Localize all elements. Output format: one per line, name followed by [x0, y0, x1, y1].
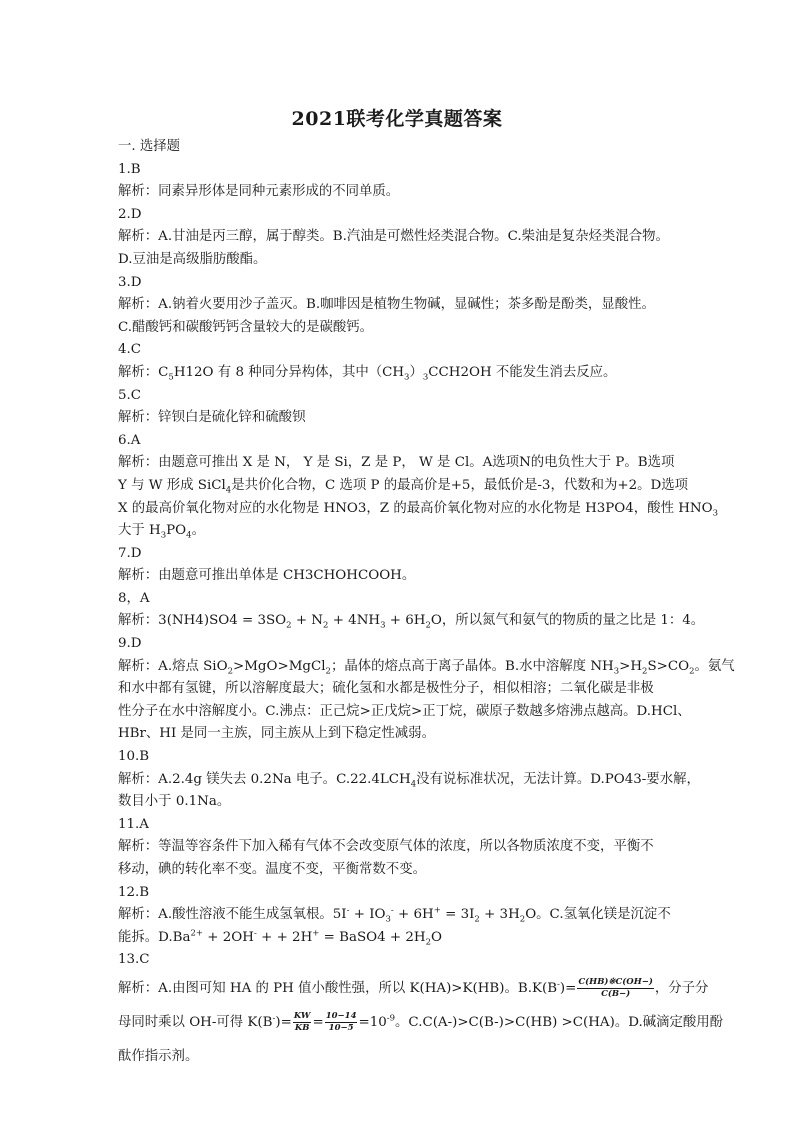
- q12-answer: 12.B: [118, 884, 150, 900]
- q11-analysis-line1: 解析：等温等容条件下加入稀有气体不会改变原气体的浓度，所以各物质浓度不变，平衡不: [118, 839, 654, 855]
- q9-analysis-line1: 解析：A.熔点 SiO$_2$>MgO>MgCl$_2$；晶体的熔点高于离子晶体。B.水中溶解度 $NH_3>H_2S>CO_2$。氨气: [118, 658, 735, 677]
- q8-answer: 8，A: [118, 590, 150, 606]
- q8-analysis: 解析：$3(NH4)SO4 = 3SO_2 + N_2 + 4NH_3 + 6H_2O$，所以氮气和氨气的物质的量之比是 1：4。: [118, 613, 705, 632]
- q13-analysis-line3: 酞作指示剂。: [118, 1048, 199, 1064]
- fraction-kw-kb: $\frac{KW}{KB}$: [293, 1010, 311, 1033]
- fraction-kb-expression: $\frac{C(HB)※C(OH-)}{C(B-)}$: [578, 976, 653, 999]
- q6-answer: 6.A: [118, 432, 141, 448]
- q9-answer: 9.D: [118, 636, 142, 652]
- q9-analysis-line4: HBr、HI 是同一主族，同主族从上到下稳定性减弱。: [118, 726, 435, 742]
- q1-analysis: 解析：同素异形体是同种元素形成的不同单质。: [118, 184, 400, 200]
- q2-answer: 2.D: [118, 206, 142, 222]
- q9-analysis-line2: 和水中都有氢键，所以溶解度最大；硫化氢和水都是极性分子，相似相溶；二氧化碳是非极: [118, 681, 654, 697]
- q13-analysis-line2: 母同时乘以 OH-可得 K(B-)= $\frac{KW}{KB}$ = $\frac{10-14}{10-5}$ $=10^{-9}$。C.C(A-)>C(B-)>C(HB) >C(HA)。D.碱滴定酸用酚: [118, 1010, 724, 1033]
- answer-body: [118, 136, 735, 1074]
- q6-analysis-line4: 大于 $H_3PO_4$。: [118, 523, 205, 541]
- q7-answer: 7.D: [118, 545, 142, 561]
- q3-answer: 3.D: [118, 274, 142, 290]
- q5-analysis: 解析：锌钡白是硫化锌和硫酸钡: [118, 410, 306, 426]
- section-heading: 一. 选择题: [118, 139, 181, 154]
- q3-analysis-line1: 解析：A.钠着火要用沙子盖灭。B.咖啡因是植物生物碱，显碱性；茶多酚是酚类，显酸性。: [118, 297, 655, 313]
- q12-analysis-line1: 解析：A.酸性溶液不能生成氢氧根。$5I^- + IO_3^- + 6H^+ = 3I_2 + 3H_2O$。C.氢氧化镁是沉淀不: [118, 905, 671, 925]
- q6-analysis-line2: Y 与 W 形成 SiCl$_4$是共价化合物，C 选项 P 的最高价是+5，最低价是-3，代数和为+2。D选项: [118, 477, 689, 496]
- q6-analysis-line1: 解析：由题意可推出 X 是 N， Y 是 Si，Z 是 P， W 是 Cl。A选项N的电负性大于 P。B选项: [118, 455, 675, 471]
- q12-analysis-line2: 能拆。$D.Ba^{2+} + 2OH^-$ + + 2H+ = BaSO4 + $2H_2O$: [118, 928, 442, 948]
- q6-analysis-line3: X 的最高价氧化物对应的水化物是 HNO3，Z 的最高价氧化物对应的水化物是 H3PO4，酸性 $HNO_3$: [118, 500, 719, 519]
- q11-analysis-line2: 移动，碘的转化率不变。温度不变，平衡常数不变。: [118, 862, 426, 877]
- q3-analysis-line2: C.醋酸钙和碳酸钙钙含量较大的是碳酸钙。: [118, 319, 374, 335]
- q4-analysis: 解析：$C_5H12O$ 有 8 种同分异构体，其中$(CH_3)_3CCH2OH$ 不能发生消去反应。: [118, 364, 617, 383]
- fraction-powers: $\frac{10-14}{10-5}$: [325, 1010, 357, 1033]
- q10-analysis-line1: 解析：A.2.4g 镁失去 0.2Na 电子。$C.22.4LCH_4$没有说标准状况，无法计算。D.PO43-要水解，: [118, 771, 700, 790]
- q11-answer: 11.A: [118, 816, 149, 832]
- q2-analysis-line1: 解析：A.甘油是丙三醇，属于醇类。B.汽油是可燃性烃类混合物。C.柴油是复杂烃类混合物。: [118, 229, 669, 245]
- q7-analysis: 解析：由题意可推出单体是 CH3CHOHCOOH。: [118, 568, 416, 584]
- q9-analysis-line3: 性分子在水中溶解度小。C.沸点：正己烷>正戊烷>正丁烷，碳原子数越多熔沸点越高。D.HCl、: [118, 703, 691, 719]
- q13-analysis-line1: 解析：A.由图可知 HA 的 PH 值小酸性强，所以 K(HA)>K(HB)。B.K(B-)= $\frac{C(HB)※C(OH-)}{C(B-)}$ ，分子分: [118, 976, 709, 999]
- q5-answer: 5.C: [118, 387, 142, 403]
- q4-answer: 4.C: [118, 342, 142, 358]
- q10-answer: 10.B: [118, 749, 150, 765]
- q10-analysis-line2: 数目小于 0.1Na。: [118, 794, 231, 810]
- q13-answer: 13.C: [118, 952, 150, 968]
- q2-analysis-line2: D.豆油是高级脂肪酸酯。: [118, 251, 267, 267]
- page-title: 2021联考化学真题答案: [291, 108, 503, 130]
- q1-answer: 1.B: [118, 161, 141, 177]
